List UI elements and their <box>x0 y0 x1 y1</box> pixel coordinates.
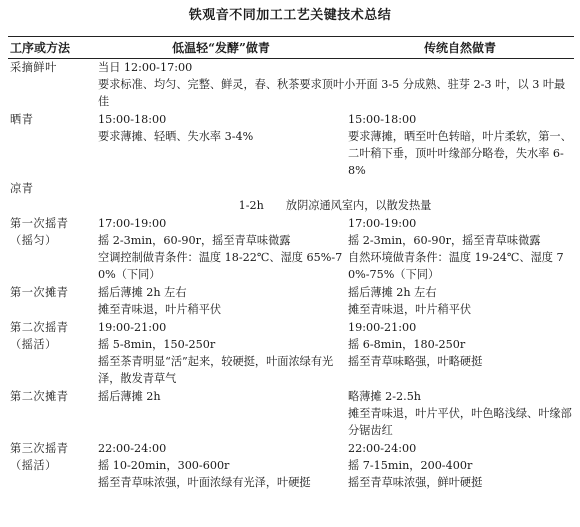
row-traditional: 15:00-18:00 要求薄摊，晒至叶色转暗，叶片柔软，第一、二叶稍下垂，顶叶叶缘部分略卷，失水率 6-8% <box>348 113 572 177</box>
row-traditional: 22:00-24:00 摇 7-15min，200-400r 摇至青草味浓强，鲜叶硬挺 <box>348 442 483 489</box>
row-traditional: 17:00-19:00 摇 2-3min，60-90r，摇至青草味微露 自然环境做青条件：温度 19-24℃、湿度 70%-75%（下同） <box>348 217 564 281</box>
table-header-row <box>8 37 574 59</box>
document-title: 铁观音不同加工工艺关键技术总结 <box>188 8 392 23</box>
row-step: 第二次摇青 （摇活） <box>10 321 69 351</box>
table-row <box>8 59 574 111</box>
row-traditional: 19:00-21:00 摇 6-8min，180-250r 摇至青草味略强，叶略硬挺 <box>348 321 483 368</box>
row-step: 凉青 <box>10 182 34 195</box>
row-low-temp: 22:00-24:00 摇 10-20min，300-600r 摇至青草味浓强，叶面浓绿有光泽，叶硬挺 <box>98 442 311 489</box>
span-time: 1-2h <box>238 199 264 212</box>
table-row <box>8 439 574 491</box>
row-low-temp: 摇后薄摊 2h <box>98 390 161 403</box>
table-row <box>8 387 574 439</box>
table-row <box>8 318 574 387</box>
process-table <box>8 36 574 491</box>
row-low-temp: 17:00-19:00 摇 2-3min，60-90r，摇至青草味微露 空调控制做青条件：温度 18-22℃、湿度 65%-70%（下同） <box>98 217 343 281</box>
row-low-temp: 摇后薄摊 2h 左右 摊至青味退，叶片稍平伏 <box>98 286 222 316</box>
table-row <box>8 283 574 318</box>
row-step: 采摘鲜叶 <box>10 61 57 74</box>
table-row <box>8 214 574 283</box>
row-low-temp: 15:00-18:00 要求薄摊、轻晒、失水率 3-4% <box>98 113 254 143</box>
header-step: 工序或方法 <box>8 37 96 59</box>
row-merged: 当日 12:00-17:00 要求标准、均匀、完整、鲜灵，春、秋茶要求顶叶小开面 3-5 分成熟、驻芽 2-3 叶，以 3 叶最佳 <box>98 61 566 108</box>
span-text: 放阴凉通风室内，以散发热量 <box>285 199 432 212</box>
row-merged-note <box>96 179 574 214</box>
row-step: 第一次摇青 （摇匀） <box>10 217 69 247</box>
row-step: 第一次摊青 <box>10 286 69 299</box>
row-traditional: 略薄摊 2-2.5h 摊至青味退，叶片平伏，叶色略浅绿、叶缘部分锯齿红 <box>348 390 572 437</box>
header-traditional: 传统自然做青 <box>346 37 574 59</box>
row-step: 晒青 <box>10 113 34 126</box>
header-low-temp: 低温轻“发酵”做青 <box>96 37 346 59</box>
row-low-temp: 19:00-21:00 摇 5-8min，150-250r 摇至茶青明显“活”起来，较硬挺，叶面浓绿有光泽，散发青草气 <box>98 321 334 385</box>
row-step: 第二次摊青 <box>10 390 69 403</box>
table-row <box>8 110 574 179</box>
row-step: 第三次摇青 （摇活） <box>10 442 69 472</box>
table-row <box>8 179 574 214</box>
row-traditional: 摇后薄摊 2h 左右 摊至青味退，叶片稍平伏 <box>348 286 472 316</box>
